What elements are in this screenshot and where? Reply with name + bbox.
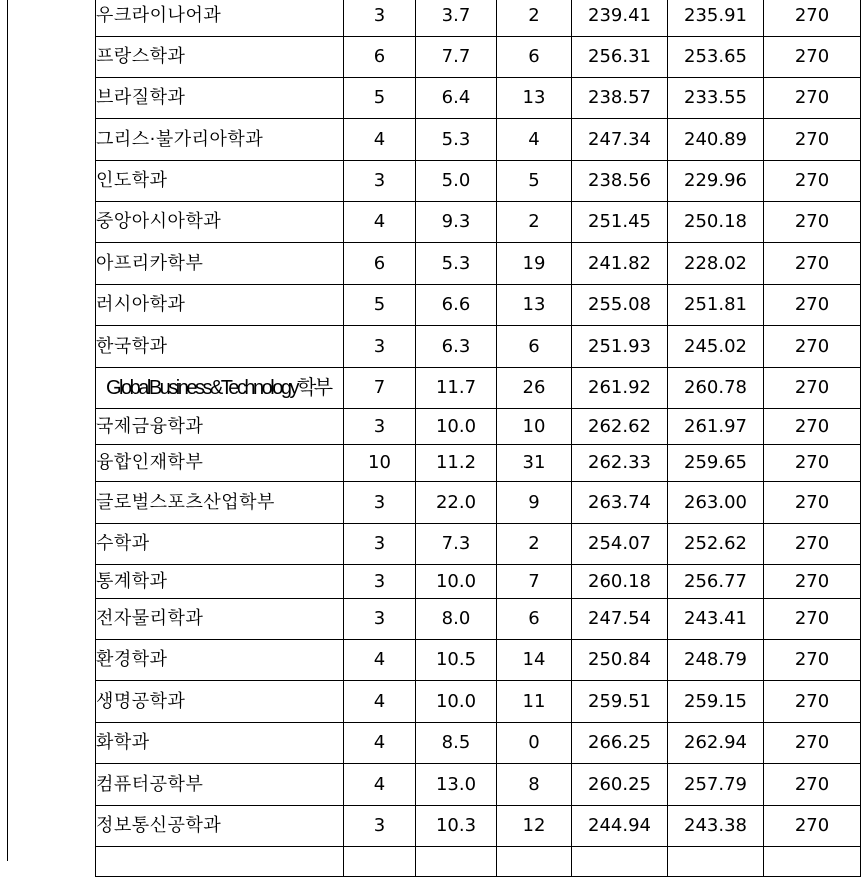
cell-waitlist-rank: 2 <box>497 0 572 37</box>
table-row <box>96 161 861 202</box>
cell-score-max: 270 <box>764 806 861 847</box>
cell-department: 통계학과 <box>96 565 344 599</box>
table-row <box>96 0 861 37</box>
cell-competition-rate: 5.3 <box>416 119 497 161</box>
cell-score-avg: 256.31 <box>572 37 668 78</box>
cell-score-min <box>668 847 764 877</box>
table-row <box>96 409 861 445</box>
cell-score-max: 270 <box>764 368 861 409</box>
cell-department: 글로벌스포츠산업학부 <box>96 482 344 524</box>
cell-waitlist-rank: 13 <box>497 285 572 326</box>
cell-quota: 5 <box>344 78 416 119</box>
cell-quota: 3 <box>344 806 416 847</box>
cell-quota: 3 <box>344 0 416 37</box>
cell-department: 융합인재학부 <box>96 445 344 482</box>
cell-score-max <box>764 847 861 877</box>
cell-waitlist-rank: 14 <box>497 640 572 681</box>
cell-waitlist-rank: 6 <box>497 599 572 640</box>
cell-score-max: 270 <box>764 599 861 640</box>
cell-competition-rate: 10.5 <box>416 640 497 681</box>
cell-department: 우크라이나어과 <box>96 0 344 37</box>
cell-waitlist-rank: 0 <box>497 723 572 764</box>
cell-waitlist-rank: 19 <box>497 243 572 285</box>
cell-quota: 6 <box>344 37 416 78</box>
cell-quota: 3 <box>344 565 416 599</box>
cell-score-min: 253.65 <box>668 37 764 78</box>
cell-competition-rate: 11.2 <box>416 445 497 482</box>
cell-quota: 3 <box>344 161 416 202</box>
cell-quota: 5 <box>344 285 416 326</box>
cell-department: 전자물리학과 <box>96 599 344 640</box>
cell-quota: 3 <box>344 409 416 445</box>
cell-score-avg <box>572 847 668 877</box>
cell-department: 정보통신공학과 <box>96 806 344 847</box>
cell-score-avg: 251.45 <box>572 202 668 243</box>
cell-competition-rate: 10.0 <box>416 565 497 599</box>
cell-score-max: 270 <box>764 681 861 723</box>
cell-department: 화학과 <box>96 723 344 764</box>
cell-score-avg: 250.84 <box>572 640 668 681</box>
cell-department: 중앙아시아학과 <box>96 202 344 243</box>
cell-competition-rate: 11.7 <box>416 368 497 409</box>
cell-competition-rate: 6.6 <box>416 285 497 326</box>
cell-score-min: 228.02 <box>668 243 764 285</box>
cell-department: 그리스·불가리아학과 <box>96 119 344 161</box>
cell-score-avg: 255.08 <box>572 285 668 326</box>
cell-score-min: 259.65 <box>668 445 764 482</box>
cell-competition-rate: 5.3 <box>416 243 497 285</box>
cell-waitlist-rank <box>497 847 572 877</box>
cell-department: 브라질학과 <box>96 78 344 119</box>
cell-score-max: 270 <box>764 119 861 161</box>
table-row <box>96 482 861 524</box>
cell-score-max: 270 <box>764 285 861 326</box>
cell-quota: 4 <box>344 764 416 806</box>
cell-score-max: 270 <box>764 482 861 524</box>
cell-score-avg: 247.54 <box>572 599 668 640</box>
table-row <box>96 243 861 285</box>
cell-score-max: 270 <box>764 202 861 243</box>
cell-score-avg: 241.82 <box>572 243 668 285</box>
cell-score-max: 270 <box>764 0 861 37</box>
cell-score-min: 248.79 <box>668 640 764 681</box>
cell-waitlist-rank: 6 <box>497 326 572 368</box>
cell-score-avg: 239.41 <box>572 0 668 37</box>
cell-score-max: 270 <box>764 640 861 681</box>
cell-quota: 6 <box>344 243 416 285</box>
cell-waitlist-rank: 8 <box>497 764 572 806</box>
cell-quota <box>344 847 416 877</box>
cell-score-min: 251.81 <box>668 285 764 326</box>
cell-score-min: 243.41 <box>668 599 764 640</box>
table-row <box>96 285 861 326</box>
table-row <box>96 524 861 565</box>
cell-score-max: 270 <box>764 326 861 368</box>
cell-quota: 4 <box>344 202 416 243</box>
table-row <box>96 119 861 161</box>
cell-score-max: 270 <box>764 565 861 599</box>
cell-department: 아프리카학부 <box>96 243 344 285</box>
cell-department <box>96 847 344 877</box>
table-row <box>96 723 861 764</box>
cell-score-avg: 238.57 <box>572 78 668 119</box>
cell-waitlist-rank: 2 <box>497 202 572 243</box>
cell-quota: 3 <box>344 599 416 640</box>
cell-waitlist-rank: 9 <box>497 482 572 524</box>
cell-department: 프랑스학과 <box>96 37 344 78</box>
cell-score-max: 270 <box>764 723 861 764</box>
cell-score-min: 260.78 <box>668 368 764 409</box>
table-row <box>96 847 861 877</box>
cell-competition-rate: 6.3 <box>416 326 497 368</box>
cell-competition-rate: 10.3 <box>416 806 497 847</box>
cell-competition-rate: 22.0 <box>416 482 497 524</box>
cell-quota: 3 <box>344 482 416 524</box>
cell-score-max: 270 <box>764 78 861 119</box>
cell-waitlist-rank: 13 <box>497 78 572 119</box>
cell-competition-rate: 13.0 <box>416 764 497 806</box>
cell-waitlist-rank: 4 <box>497 119 572 161</box>
cell-score-min: 243.38 <box>668 806 764 847</box>
cell-waitlist-rank: 31 <box>497 445 572 482</box>
cell-waitlist-rank: 26 <box>497 368 572 409</box>
table-row <box>96 368 861 409</box>
cell-quota: 7 <box>344 368 416 409</box>
cell-competition-rate: 8.0 <box>416 599 497 640</box>
table-row <box>96 806 861 847</box>
cell-department: 컴퓨터공학부 <box>96 764 344 806</box>
cell-waitlist-rank: 2 <box>497 524 572 565</box>
cell-waitlist-rank: 7 <box>497 565 572 599</box>
cell-department: GlobalBusiness&Technology학부 <box>96 368 344 409</box>
table-row <box>96 37 861 78</box>
cell-score-min: 261.97 <box>668 409 764 445</box>
cell-quota: 3 <box>344 326 416 368</box>
cell-score-min: 257.79 <box>668 764 764 806</box>
cell-quota: 4 <box>344 681 416 723</box>
cell-department: 생명공학과 <box>96 681 344 723</box>
cell-score-avg: 266.25 <box>572 723 668 764</box>
cell-department: 러시아학과 <box>96 285 344 326</box>
cell-department: 수학과 <box>96 524 344 565</box>
cell-score-avg: 254.07 <box>572 524 668 565</box>
cell-score-max: 270 <box>764 409 861 445</box>
table-row <box>96 640 861 681</box>
cell-score-min: 250.18 <box>668 202 764 243</box>
cell-score-min: 233.55 <box>668 78 764 119</box>
cell-competition-rate: 8.5 <box>416 723 497 764</box>
cell-score-min: 262.94 <box>668 723 764 764</box>
cell-waitlist-rank: 11 <box>497 681 572 723</box>
cell-competition-rate: 7.7 <box>416 37 497 78</box>
table-row <box>96 599 861 640</box>
table-row <box>96 565 861 599</box>
page-left-border <box>7 0 8 861</box>
cell-competition-rate: 9.3 <box>416 202 497 243</box>
cell-score-min: 240.89 <box>668 119 764 161</box>
cell-department: 국제금융학과 <box>96 409 344 445</box>
cell-score-avg: 260.18 <box>572 565 668 599</box>
cell-department: 인도학과 <box>96 161 344 202</box>
cell-waitlist-rank: 6 <box>497 37 572 78</box>
cell-department: 한국학과 <box>96 326 344 368</box>
table-row <box>96 326 861 368</box>
cell-score-avg: 251.93 <box>572 326 668 368</box>
table-body <box>96 0 861 877</box>
cell-score-avg: 263.74 <box>572 482 668 524</box>
table-row <box>96 445 861 482</box>
table-row <box>96 202 861 243</box>
cell-competition-rate: 10.0 <box>416 681 497 723</box>
admissions-results-table <box>95 0 861 877</box>
cell-competition-rate <box>416 847 497 877</box>
cell-score-avg: 262.62 <box>572 409 668 445</box>
cell-department: 환경학과 <box>96 640 344 681</box>
cell-score-avg: 247.34 <box>572 119 668 161</box>
cell-quota: 4 <box>344 640 416 681</box>
cell-score-min: 235.91 <box>668 0 764 37</box>
cell-score-min: 245.02 <box>668 326 764 368</box>
table-row <box>96 78 861 119</box>
cell-score-max: 270 <box>764 764 861 806</box>
table-row <box>96 764 861 806</box>
cell-quota: 4 <box>344 119 416 161</box>
cell-score-avg: 244.94 <box>572 806 668 847</box>
cell-score-min: 263.00 <box>668 482 764 524</box>
cell-score-avg: 261.92 <box>572 368 668 409</box>
cell-competition-rate: 3.7 <box>416 0 497 37</box>
cell-score-max: 270 <box>764 445 861 482</box>
cell-waitlist-rank: 12 <box>497 806 572 847</box>
cell-competition-rate: 6.4 <box>416 78 497 119</box>
cell-score-max: 270 <box>764 37 861 78</box>
table-row <box>96 681 861 723</box>
cell-competition-rate: 5.0 <box>416 161 497 202</box>
cell-score-max: 270 <box>764 243 861 285</box>
cell-score-min: 256.77 <box>668 565 764 599</box>
cell-score-min: 252.62 <box>668 524 764 565</box>
cell-competition-rate: 7.3 <box>416 524 497 565</box>
cell-quota: 4 <box>344 723 416 764</box>
cell-score-min: 229.96 <box>668 161 764 202</box>
cell-score-min: 259.15 <box>668 681 764 723</box>
cell-waitlist-rank: 5 <box>497 161 572 202</box>
cell-score-avg: 259.51 <box>572 681 668 723</box>
cell-quota: 10 <box>344 445 416 482</box>
cell-score-avg: 260.25 <box>572 764 668 806</box>
cell-quota: 3 <box>344 524 416 565</box>
cell-score-max: 270 <box>764 524 861 565</box>
cell-competition-rate: 10.0 <box>416 409 497 445</box>
cell-waitlist-rank: 10 <box>497 409 572 445</box>
cell-score-avg: 262.33 <box>572 445 668 482</box>
cell-score-max: 270 <box>764 161 861 202</box>
cell-score-avg: 238.56 <box>572 161 668 202</box>
